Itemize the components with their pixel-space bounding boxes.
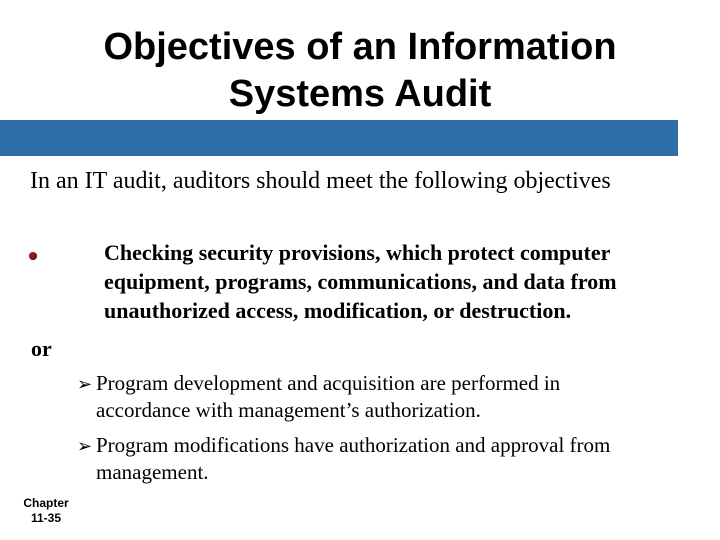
intro-text: In an IT audit, auditors should meet the following objectives [30,168,611,194]
arrow-bullet-icon: ➢ [77,374,93,395]
slide-title [0,24,720,118]
arrow-bullet-icon: ➢ [77,436,93,457]
security-provisions-item: Checking security provisions, which protect computer equipment, programs, communications, and data from unauthorized access, modification, or destruction. [104,240,617,323]
title-line-1: Objectives of an Information [103,26,617,68]
objective-point: Program development and acquisition are performed in accordance with management’s authorization. [96,371,561,422]
or-label: or [31,336,52,361]
bullet-dot-icon [29,252,37,260]
title-band [0,120,678,156]
chapter-footer [18,496,74,526]
footer-chapter-label: Chapter [23,496,69,510]
footer-page-number: 11-35 [30,511,62,525]
objective-point: Program modifications have authorization and approval from management. [96,433,611,484]
title-line-2: Systems Audit [228,73,492,115]
